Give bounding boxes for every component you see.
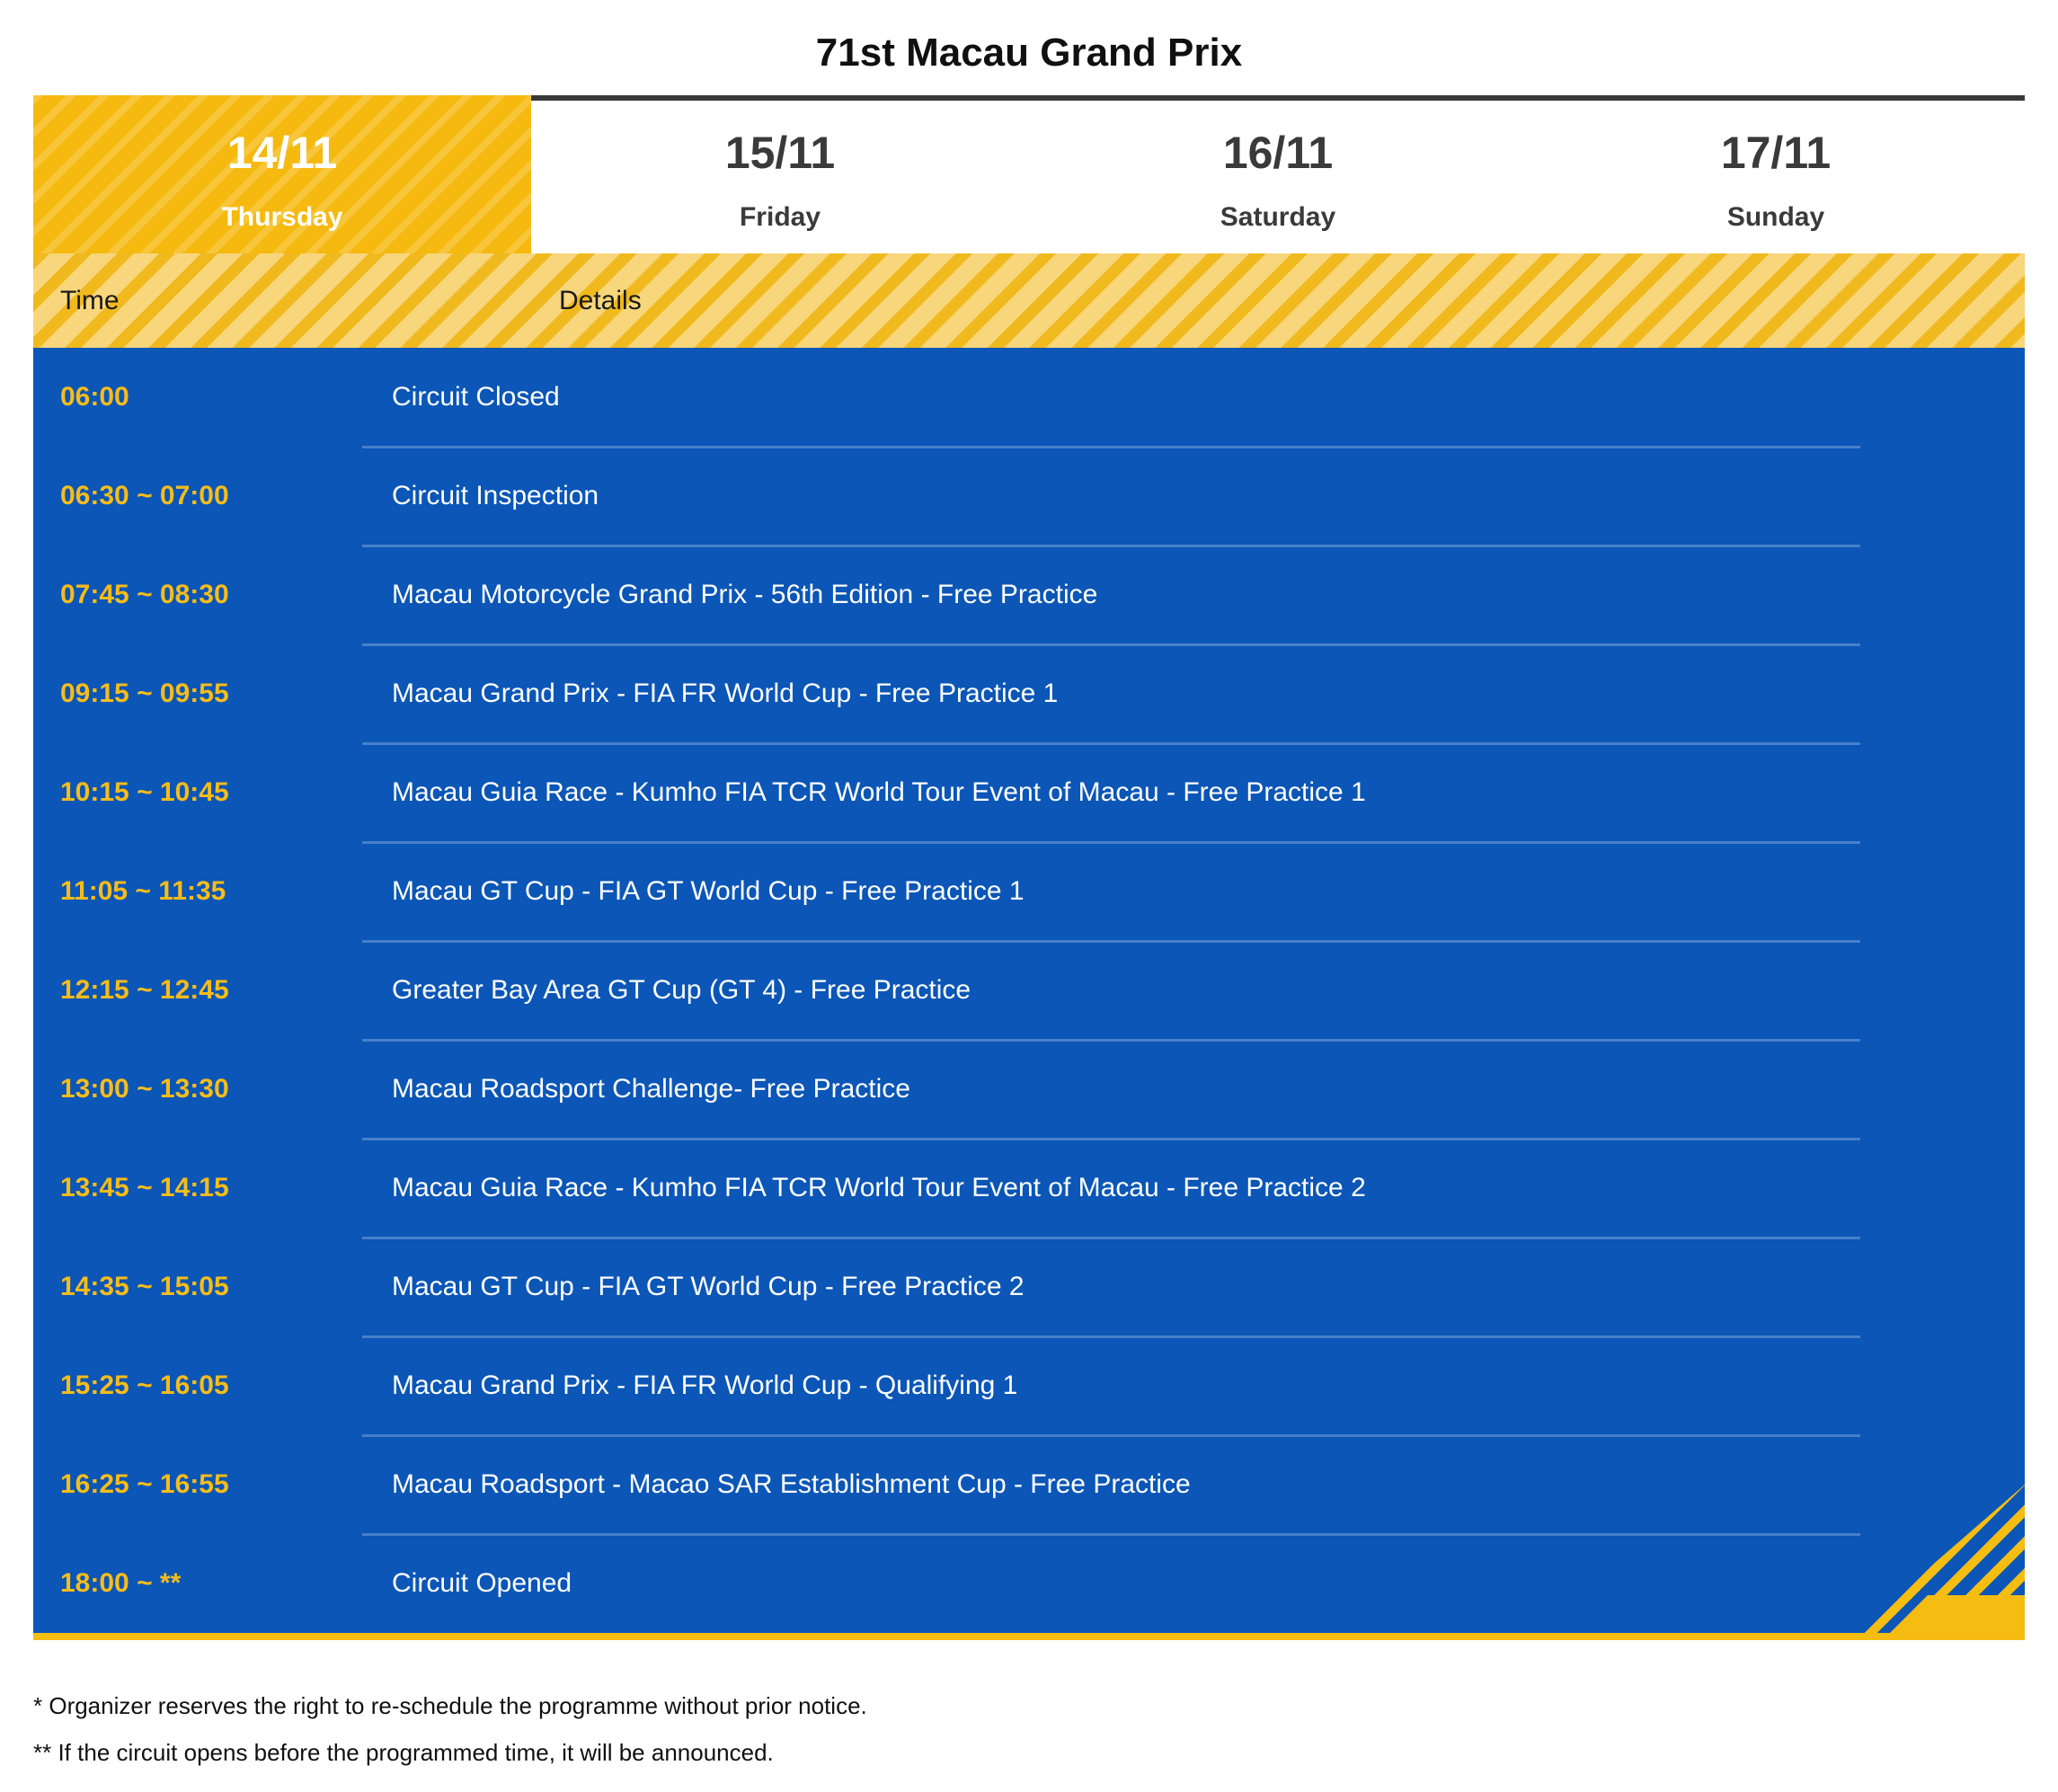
footnotes <box>33 1682 867 1776</box>
row-time: 16:25 ~ 16:55 <box>60 1469 229 1499</box>
tab-date: 15/11 <box>724 128 836 178</box>
column-header-details: Details <box>559 285 642 315</box>
tab-day: Saturday <box>1220 202 1336 232</box>
schedule-row <box>33 842 2025 941</box>
tab-day: Thursday <box>221 202 343 232</box>
row-time: 06:30 ~ 07:00 <box>60 481 229 510</box>
date-tabs <box>33 95 2025 253</box>
tab-day: Sunday <box>1726 202 1825 232</box>
tab-day: Friday <box>739 202 821 232</box>
column-header-time: Time <box>60 285 120 315</box>
schedule-header <box>33 253 2025 348</box>
row-time: 12:15 ~ 12:45 <box>60 975 229 1005</box>
footnote-circuit-open: ** If the circuit opens before the programmed time, it will be announced. <box>33 1739 774 1766</box>
schedule-row <box>33 644 2025 743</box>
row-details: Macau Motorcycle Grand Prix - 56th Edition - Free Practice <box>392 580 1098 609</box>
schedule-rows <box>33 348 2025 1633</box>
row-details: Circuit Closed <box>392 382 560 412</box>
schedule-row <box>33 546 2025 644</box>
row-time: 18:00 ~ ** <box>60 1568 182 1598</box>
tab-date: 14/11 <box>226 128 338 178</box>
tab-saturday[interactable] <box>1029 95 1527 253</box>
schedule-row <box>33 1139 2025 1238</box>
schedule-row <box>33 1435 2025 1534</box>
row-details: Macau Roadsport - Macao SAR Establishment Cup - Free Practice <box>392 1469 1191 1499</box>
schedule-row <box>33 941 2025 1040</box>
tab-date: 17/11 <box>1720 128 1832 178</box>
row-details: Circuit Opened <box>392 1568 572 1598</box>
tab-friday[interactable] <box>531 95 1029 253</box>
row-time: 14:35 ~ 15:05 <box>60 1272 229 1301</box>
schedule-row <box>33 1336 2025 1435</box>
row-time: 07:45 ~ 08:30 <box>60 580 229 609</box>
schedule-row <box>33 1534 2025 1633</box>
row-details: Circuit Inspection <box>392 481 599 510</box>
row-details: Greater Bay Area GT Cup (GT 4) - Free Practice <box>392 975 971 1005</box>
row-details: Macau Grand Prix - FIA FR World Cup - Free Practice 1 <box>392 679 1059 708</box>
schedule-row <box>33 1040 2025 1139</box>
row-time: 13:00 ~ 13:30 <box>60 1074 229 1104</box>
row-details: Macau Roadsport Challenge- Free Practice <box>392 1074 910 1104</box>
row-time: 09:15 ~ 09:55 <box>60 679 229 708</box>
row-time: 15:25 ~ 16:05 <box>60 1371 229 1400</box>
tab-date: 16/11 <box>1222 128 1334 178</box>
row-time: 06:00 <box>60 382 129 412</box>
schedule-row <box>33 1238 2025 1336</box>
schedule-row <box>33 447 2025 546</box>
row-details: Macau GT Cup - FIA GT World Cup - Free Practice 1 <box>392 876 1025 906</box>
footnote-reschedule: * Organizer reserves the right to re-schedule the programme without prior notice. <box>33 1692 867 1719</box>
schedule-row <box>33 348 2025 447</box>
row-time: 13:45 ~ 14:15 <box>60 1173 229 1202</box>
row-details: Macau Guia Race - Kumho FIA TCR World Tour Event of Macau - Free Practice 2 <box>392 1173 1366 1202</box>
tab-sunday[interactable] <box>1527 95 2025 253</box>
row-details: Macau GT Cup - FIA GT World Cup - Free Practice 2 <box>392 1272 1025 1301</box>
tab-thursday[interactable] <box>33 95 531 253</box>
schedule-row <box>33 743 2025 842</box>
page-title: 71st Macau Grand Prix <box>815 31 1243 75</box>
schedule-table <box>33 348 2025 1640</box>
row-time: 11:05 ~ 11:35 <box>60 876 226 906</box>
row-details: Macau Grand Prix - FIA FR World Cup - Qualifying 1 <box>392 1371 1018 1400</box>
row-details: Macau Guia Race - Kumho FIA TCR World Tour Event of Macau - Free Practice 1 <box>392 777 1366 807</box>
row-time: 10:15 ~ 10:45 <box>60 777 229 807</box>
